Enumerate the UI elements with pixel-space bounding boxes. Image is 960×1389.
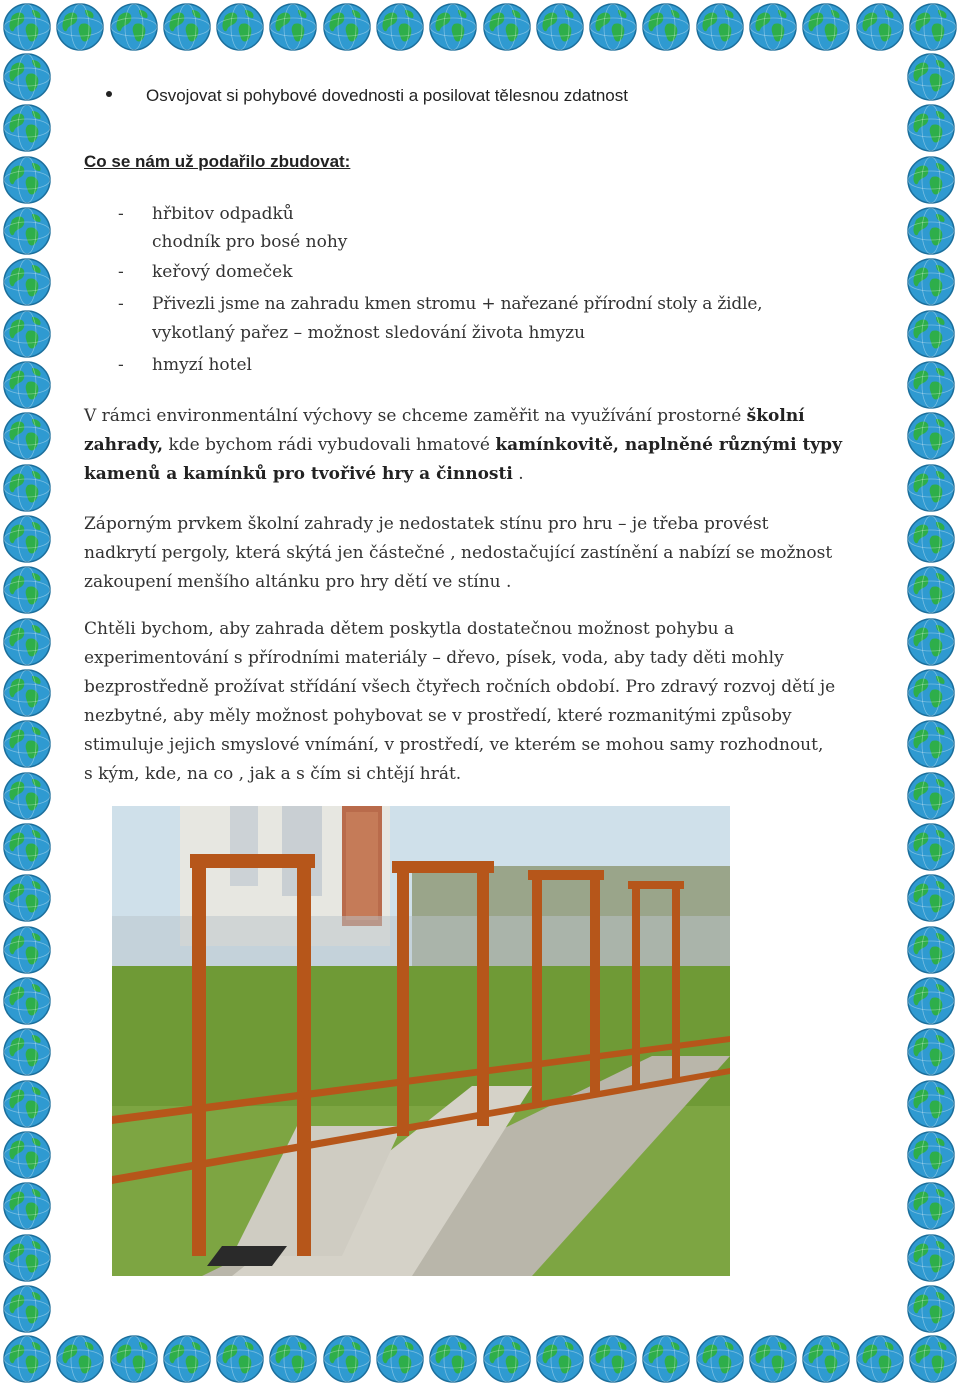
globe-icon — [268, 1334, 318, 1384]
globe-icon — [906, 514, 956, 564]
globe-icon — [2, 822, 52, 872]
globe-icon — [906, 565, 956, 615]
paragraph-shade: Záporným prvkem školní zahrady je nedostatek stínu pro hru – je třeba provést nadkrytí pergoly, která skýtá jen částečné , nedostačující zastínění a nabízí se možnost zakoupení menšího altánku pro hry dětí ve stínu . — [84, 514, 833, 592]
globe-icon — [906, 309, 956, 359]
globe-icon — [906, 617, 956, 667]
globe-icon — [2, 617, 52, 667]
border-right — [906, 52, 958, 1334]
globe-icon — [588, 2, 638, 52]
globe-icon — [109, 1334, 159, 1384]
globe-icon — [801, 2, 851, 52]
garden-pergola-photo — [112, 806, 730, 1276]
globe-icon — [641, 2, 691, 52]
globe-icon — [2, 976, 52, 1026]
globe-icon — [906, 925, 956, 975]
globe-icon — [428, 1334, 478, 1384]
globe-icon — [268, 2, 318, 52]
globe-icon — [2, 360, 52, 410]
globe-icon — [2, 1233, 52, 1283]
globe-icon — [906, 463, 956, 513]
globe-icon — [2, 2, 52, 52]
globe-icon — [535, 1334, 585, 1384]
globe-icon — [2, 103, 52, 153]
globe-icon — [2, 719, 52, 769]
globe-icon — [2, 1079, 52, 1129]
bullet-text: Osvojovat si pohybové dovednosti a posilovat tělesnou zdatnost — [146, 86, 628, 105]
globe-icon — [906, 1233, 956, 1283]
globe-icon — [2, 1027, 52, 1077]
globe-icon — [906, 976, 956, 1026]
globe-icon — [906, 1181, 956, 1231]
globe-icon — [588, 1334, 638, 1384]
globe-icon — [2, 206, 52, 256]
border-left — [2, 52, 54, 1334]
globe-icon — [2, 1181, 52, 1231]
border-bottom — [0, 1334, 960, 1386]
globe-icon — [695, 1334, 745, 1384]
globe-icon — [375, 1334, 425, 1384]
globe-icon — [641, 1334, 691, 1384]
globe-icon — [55, 2, 105, 52]
globe-icon — [482, 1334, 532, 1384]
globe-icon — [906, 206, 956, 256]
globe-icon — [215, 1334, 265, 1384]
globe-icon — [906, 103, 956, 153]
globe-icon — [906, 668, 956, 718]
globe-icon — [906, 873, 956, 923]
globe-icon — [906, 155, 956, 205]
globe-icon — [855, 1334, 905, 1384]
globe-icon — [535, 2, 585, 52]
globe-icon — [906, 1079, 956, 1129]
globe-icon — [322, 2, 372, 52]
globe-icon — [748, 1334, 798, 1384]
globe-icon — [2, 1284, 52, 1334]
globe-icon — [2, 668, 52, 718]
globe-icon — [906, 719, 956, 769]
globe-icon — [695, 2, 745, 52]
globe-icon — [2, 411, 52, 461]
globe-icon — [908, 1334, 958, 1384]
globe-icon — [906, 1284, 956, 1334]
globe-icon — [482, 2, 532, 52]
globe-icon — [2, 463, 52, 513]
globe-icon — [2, 52, 52, 102]
globe-icon — [2, 155, 52, 205]
globe-icon — [906, 1130, 956, 1180]
globe-icon — [2, 925, 52, 975]
globe-icon — [906, 411, 956, 461]
globe-icon — [748, 2, 798, 52]
globe-icon — [322, 1334, 372, 1384]
globe-icon — [2, 1130, 52, 1180]
globe-icon — [906, 1027, 956, 1077]
border-top — [0, 2, 960, 54]
section-heading: Co se nám už podařilo zbudovat: — [84, 152, 351, 171]
bullet-dot-icon — [106, 91, 112, 97]
paragraph-movement: Chtěli bychom, aby zahrada dětem poskytla dostatečnou možnost pohybu a experimentování s přírodními materiály – dřevo, písek, voda, aby tady děti mohly bezprostředně prožívat střídání všech čtyřech ročních období. Pro zdravý rozvoj dětí je nezbytné, aby měly možnost pohybovat se v prostředí, které rozmanitými způsoby stimuluje jejich smyslové vnímání, v prostředí, ve kterém se mohou samy rozhodnout, s kým, kde, na co , jak a s čím si chtějí hrát. — [84, 619, 836, 784]
globe-icon — [162, 2, 212, 52]
globe-icon — [2, 309, 52, 359]
globe-icon — [215, 2, 265, 52]
globe-icon — [908, 2, 958, 52]
globe-icon — [2, 771, 52, 821]
globe-icon — [375, 2, 425, 52]
globe-icon — [906, 360, 956, 410]
globe-icon — [906, 257, 956, 307]
globe-icon — [55, 1334, 105, 1384]
globe-icon — [906, 771, 956, 821]
globe-icon — [2, 257, 52, 307]
globe-icon — [801, 1334, 851, 1384]
paragraph-environmental: V rámci environmentální výchovy se chceme zaměřit na využívání prostorné školní zahrady, kde bychom rádi vybudovali hmatové kamínkovitě, naplněné různými typy kamenů a kamínků pro tvořivé hry a činnosti . — [84, 406, 842, 484]
globe-icon — [109, 2, 159, 52]
globe-icon — [2, 514, 52, 564]
globe-icon — [855, 2, 905, 52]
globe-icon — [428, 2, 478, 52]
globe-icon — [2, 565, 52, 615]
globe-icon — [906, 822, 956, 872]
globe-icon — [906, 52, 956, 102]
globe-icon — [2, 1334, 52, 1384]
globe-icon — [162, 1334, 212, 1384]
globe-icon — [2, 873, 52, 923]
